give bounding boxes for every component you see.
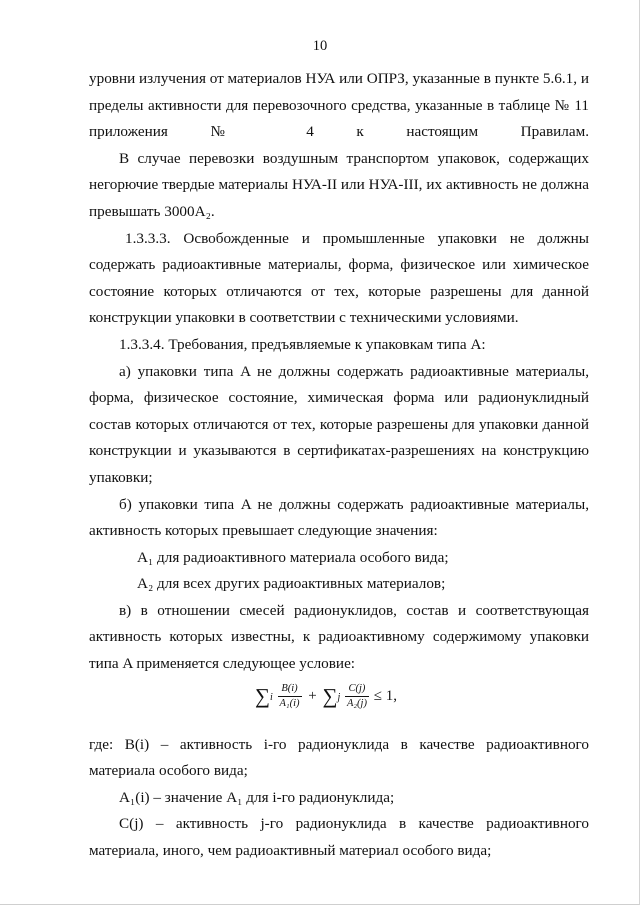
sum-symbol: ∑ xyxy=(255,683,270,708)
paragraph-continuation xyxy=(89,66,589,146)
list-item-b: б) упаковки типа A не должны содержать радиоактивные материалы, активность которых превышает следующие значения: xyxy=(89,495,589,540)
page-number: 10 xyxy=(312,38,328,54)
denominator-a1: A₁(i) xyxy=(279,697,300,709)
numerator-b: B(i) xyxy=(278,683,302,697)
value-a1-line: A₁ для радиоактивного материала особого вида; xyxy=(137,548,449,566)
mixture-formula xyxy=(89,683,589,721)
plus-sign: + xyxy=(308,687,317,704)
denominator-a2: A₂(j) xyxy=(346,697,367,709)
list-item-a: а) упаковки типа A не должны содержать радиоактивные материалы, форма, физическое состояние, химическая форма или радионуклидный состав которых отличаются от тех, которые разрешены для упаковки данной конструкции и указываются в сертификатах-разрешениях на конструкцию упаковки; xyxy=(89,362,589,486)
paragraph-text: уровни излучения от материалов НУА или ОПРЗ, указанные в пункте 5.6.1, и пределы активности для перевозочного средства, указанные в таблице № 11 приложения № 4 к настоящим Правилам. xyxy=(89,70,589,141)
sum-index-j: j xyxy=(337,691,341,703)
fraction-b-over-a1 xyxy=(278,683,302,710)
sum-index-i: i xyxy=(269,691,273,703)
numerator-c: C(j) xyxy=(345,683,369,697)
definition-a1: A₁(i) – значение A₁ для i-го радионуклида; xyxy=(119,788,395,806)
sum-symbol-2: ∑ xyxy=(322,683,338,708)
document-body xyxy=(89,66,589,865)
paragraph-1-3-3-4: 1.3.3.4. Требования, предъявляемые к упаковкам типа A: xyxy=(119,335,486,353)
formula-rhs: ≤ 1, xyxy=(373,687,397,704)
fraction-c-over-a2 xyxy=(345,683,369,710)
value-a2-line: A₂ для всех других радиоактивных материалов; xyxy=(137,575,446,593)
list-item-v: в) в отношении смесей радионуклидов, состав и соответствующая активность которых известны, к радиоактивному содержимому упаковки типа A применяется следующее условие: xyxy=(89,601,589,673)
paragraph-1-3-3-3: 1.3.3.3. Освобожденные и промышленные упаковки не должны содержать радиоактивные материалы, форма, физическое или химическое состояние которых отличаются от тех, которые разрешены для данной конструкции упаковки в соответствии с техническими условиями. xyxy=(89,229,589,327)
definition-b: где: B(i) – активность i-го радионуклида в качестве радиоактивного материала особого вида; xyxy=(89,735,589,780)
definition-c: C(j) – активность j-го радионуклида в качестве радиоактивного материала, иного, чем радиоактивный материал особого вида; xyxy=(89,815,589,860)
paragraph-air-transport: В случае перевозки воздушным транспортом упаковок, содержащих негорючие твердые материалы НУА-II или НУА-III, их активность не должна превышать 3000A₂. xyxy=(89,149,589,220)
